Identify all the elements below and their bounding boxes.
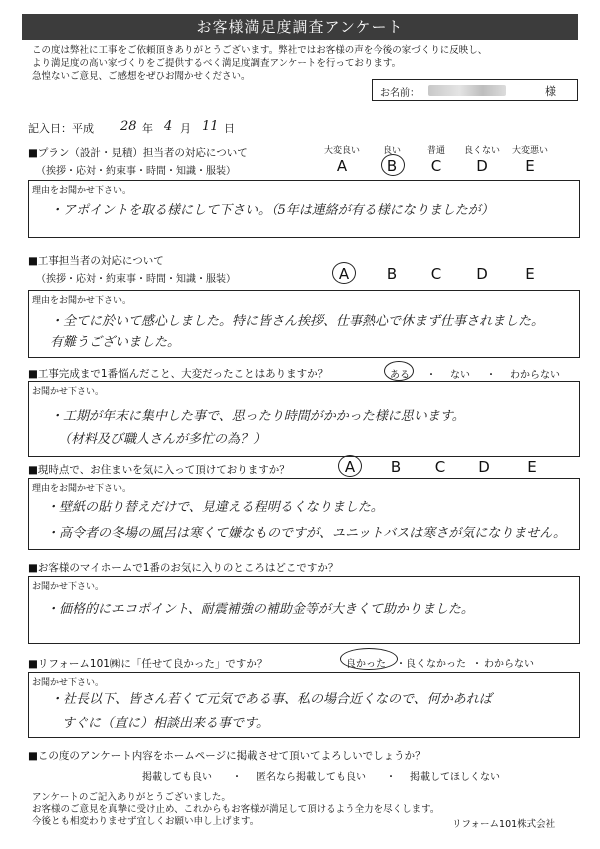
q4-answer-line: ・高令者の冬場の風呂は寒くて嫌なものですが、ユニットバスは寒さが気になりません。 bbox=[46, 526, 567, 541]
q4-box-label: 理由をお聞かせ下さい。 bbox=[32, 484, 132, 494]
q1-title: ■プラン（設計・見積）担当者の対応について bbox=[28, 147, 248, 159]
q7-option-sep: ・ bbox=[232, 772, 242, 783]
q4-grade-b: B bbox=[390, 458, 402, 476]
footer-line: 今後とも相変わりませず宜しくお願い申し上げます。 bbox=[32, 816, 260, 827]
intro-line: この度は弊社に工事をご依頼頂きありがとうございます。弊社ではお客様の声を今後の家づくりに反映し、 bbox=[32, 45, 488, 56]
q4-grade-d: D bbox=[478, 458, 490, 476]
date-year: 28 bbox=[120, 119, 137, 134]
date-label: 記入日：平成 bbox=[28, 122, 94, 135]
redacted-name bbox=[428, 85, 506, 96]
q2-grade-e: E bbox=[525, 265, 535, 283]
q3-option: ない bbox=[450, 370, 470, 381]
q6-option-sep: ・ bbox=[472, 659, 482, 670]
name-label: お名前： bbox=[380, 88, 420, 99]
q6-title: ■リフォーム101㈱に「任せて良かった」ですか？ bbox=[28, 658, 268, 670]
q7-option: 匿名なら掲載しても良い bbox=[256, 772, 366, 783]
q6-option: 良くなかった bbox=[406, 659, 466, 670]
q6-answer-line: すぐに（直に）相談出来る事です。 bbox=[62, 716, 269, 731]
q1-grade-b: B bbox=[386, 157, 398, 175]
q1-box-label: 理由をお聞かせ下さい。 bbox=[32, 186, 132, 196]
grade-header: 大変悪い bbox=[511, 146, 548, 156]
date-line bbox=[28, 120, 268, 136]
q1-answer: ・アポイントを取る様にして下さい。（5年は連絡が有る様になりましたが） bbox=[50, 203, 494, 218]
q5-box-label: お聞かせ下さい。 bbox=[32, 582, 105, 592]
date-nen: 年 bbox=[142, 122, 153, 135]
q2-grade-d: D bbox=[476, 265, 488, 283]
q3-option-sep: ・ bbox=[486, 370, 496, 381]
q1-grade-c: C bbox=[430, 157, 442, 175]
q3-answer-line: ・工期が年末に集中した事で、思ったり時間がかかった様に思います。 bbox=[50, 409, 465, 424]
q3-option: わからない bbox=[510, 370, 560, 381]
q7-option-sep: ・ bbox=[386, 772, 396, 783]
q4-grade-c: C bbox=[434, 458, 446, 476]
q6-box-label: お聞かせ下さい。 bbox=[32, 678, 105, 688]
q1-grade-e: E bbox=[525, 157, 535, 175]
q1-sub: （挨拶・応対・約束事・時間・知識・服装） bbox=[36, 166, 236, 177]
footer-text bbox=[32, 792, 439, 828]
q5-answer: ・価格的にエコポイント、耐震補強の補助金等が大きくて助かりました。 bbox=[46, 602, 474, 617]
footer-line: アンケートのご記入ありがとうございました。 bbox=[32, 792, 231, 803]
q4-title: ■現時点で、お住まいを気に入って頂けておりますか？ bbox=[28, 464, 290, 476]
q2-sub: （挨拶・応対・約束事・時間・知識・服装） bbox=[36, 274, 236, 285]
q2-grade-c: C bbox=[430, 265, 442, 283]
q3-option: ある bbox=[390, 370, 410, 381]
q1-grade-d: D bbox=[476, 157, 488, 175]
q2-box-label: 理由をお聞かせ下さい。 bbox=[32, 296, 132, 306]
q5-title: ■お客様のマイホームで1番のお気に入りのところはどこですか？ bbox=[28, 562, 339, 574]
q6-option: 良かった bbox=[346, 659, 386, 670]
survey-title: お客様満足度調査アンケート bbox=[22, 14, 578, 40]
q3-answer-line: （材料及び職人さんが多忙の為？） bbox=[58, 432, 267, 447]
q4-grade-e: E bbox=[527, 458, 537, 476]
q3-title: ■工事完成まで1番悩んだこと、大変だったことはありますか？ bbox=[28, 368, 329, 380]
q3-option-sep: ・ bbox=[426, 370, 436, 381]
footer-line: お客様のご意見を真摯に受け止め、これからもお客様が満足して頂けるよう全力を尽くします。 bbox=[32, 804, 440, 815]
grade-header: 普通 bbox=[426, 146, 445, 156]
q2-grade-a: A bbox=[338, 265, 350, 283]
date-hi: 日 bbox=[224, 122, 235, 135]
intro-line: 急惶ないご意見、ご感想をぜひお聞かせください。 bbox=[32, 71, 251, 82]
date-day: 11 bbox=[202, 119, 219, 134]
q2-grade-b: B bbox=[386, 265, 398, 283]
q2-title: ■工事担当者の対応について bbox=[28, 255, 164, 267]
intro-text bbox=[32, 44, 487, 83]
date-month: 4 bbox=[164, 119, 173, 134]
intro-line: より満足度の高い家づくりをご提供するべく満足度調査アンケートを行っております。 bbox=[32, 58, 402, 69]
company-name: リフォーム101株式会社 bbox=[452, 819, 556, 830]
q3-box-label: お聞かせ下さい。 bbox=[32, 387, 105, 397]
q6-option: わからない bbox=[484, 659, 534, 670]
grade-header: 良くない bbox=[463, 146, 500, 156]
q7-title: ■この度のアンケート内容をホームページに掲載させて頂いてよろしいでしょうか？ bbox=[28, 750, 426, 762]
q6-option-sep: ・ bbox=[396, 659, 406, 670]
q2-answer-line: 有難うございました。 bbox=[50, 335, 181, 350]
q7-option: 掲載してほしくない bbox=[410, 772, 500, 783]
q7-option: 掲載しても良い bbox=[142, 772, 212, 783]
date-tsuki: 月 bbox=[180, 122, 191, 135]
q1-grade-a: A bbox=[336, 157, 348, 175]
grade-header: 大変良い bbox=[323, 146, 360, 156]
q4-grade-a: A bbox=[344, 458, 356, 476]
name-suffix: 様 bbox=[545, 85, 556, 98]
grade-header: 良い bbox=[382, 146, 401, 156]
q6-answer-line: ・社長以下、皆さん若くて元気である事、私の場合近くなので、何かあれば bbox=[50, 692, 492, 707]
q4-answer-line: ・壁紙の貼り替えだけで、見違える程明るくなりました。 bbox=[46, 500, 384, 515]
q2-answer-line: ・全てに於いて感心しました。特に皆さん挨拶、仕事熱心で休まず仕事されました。 bbox=[50, 314, 545, 329]
